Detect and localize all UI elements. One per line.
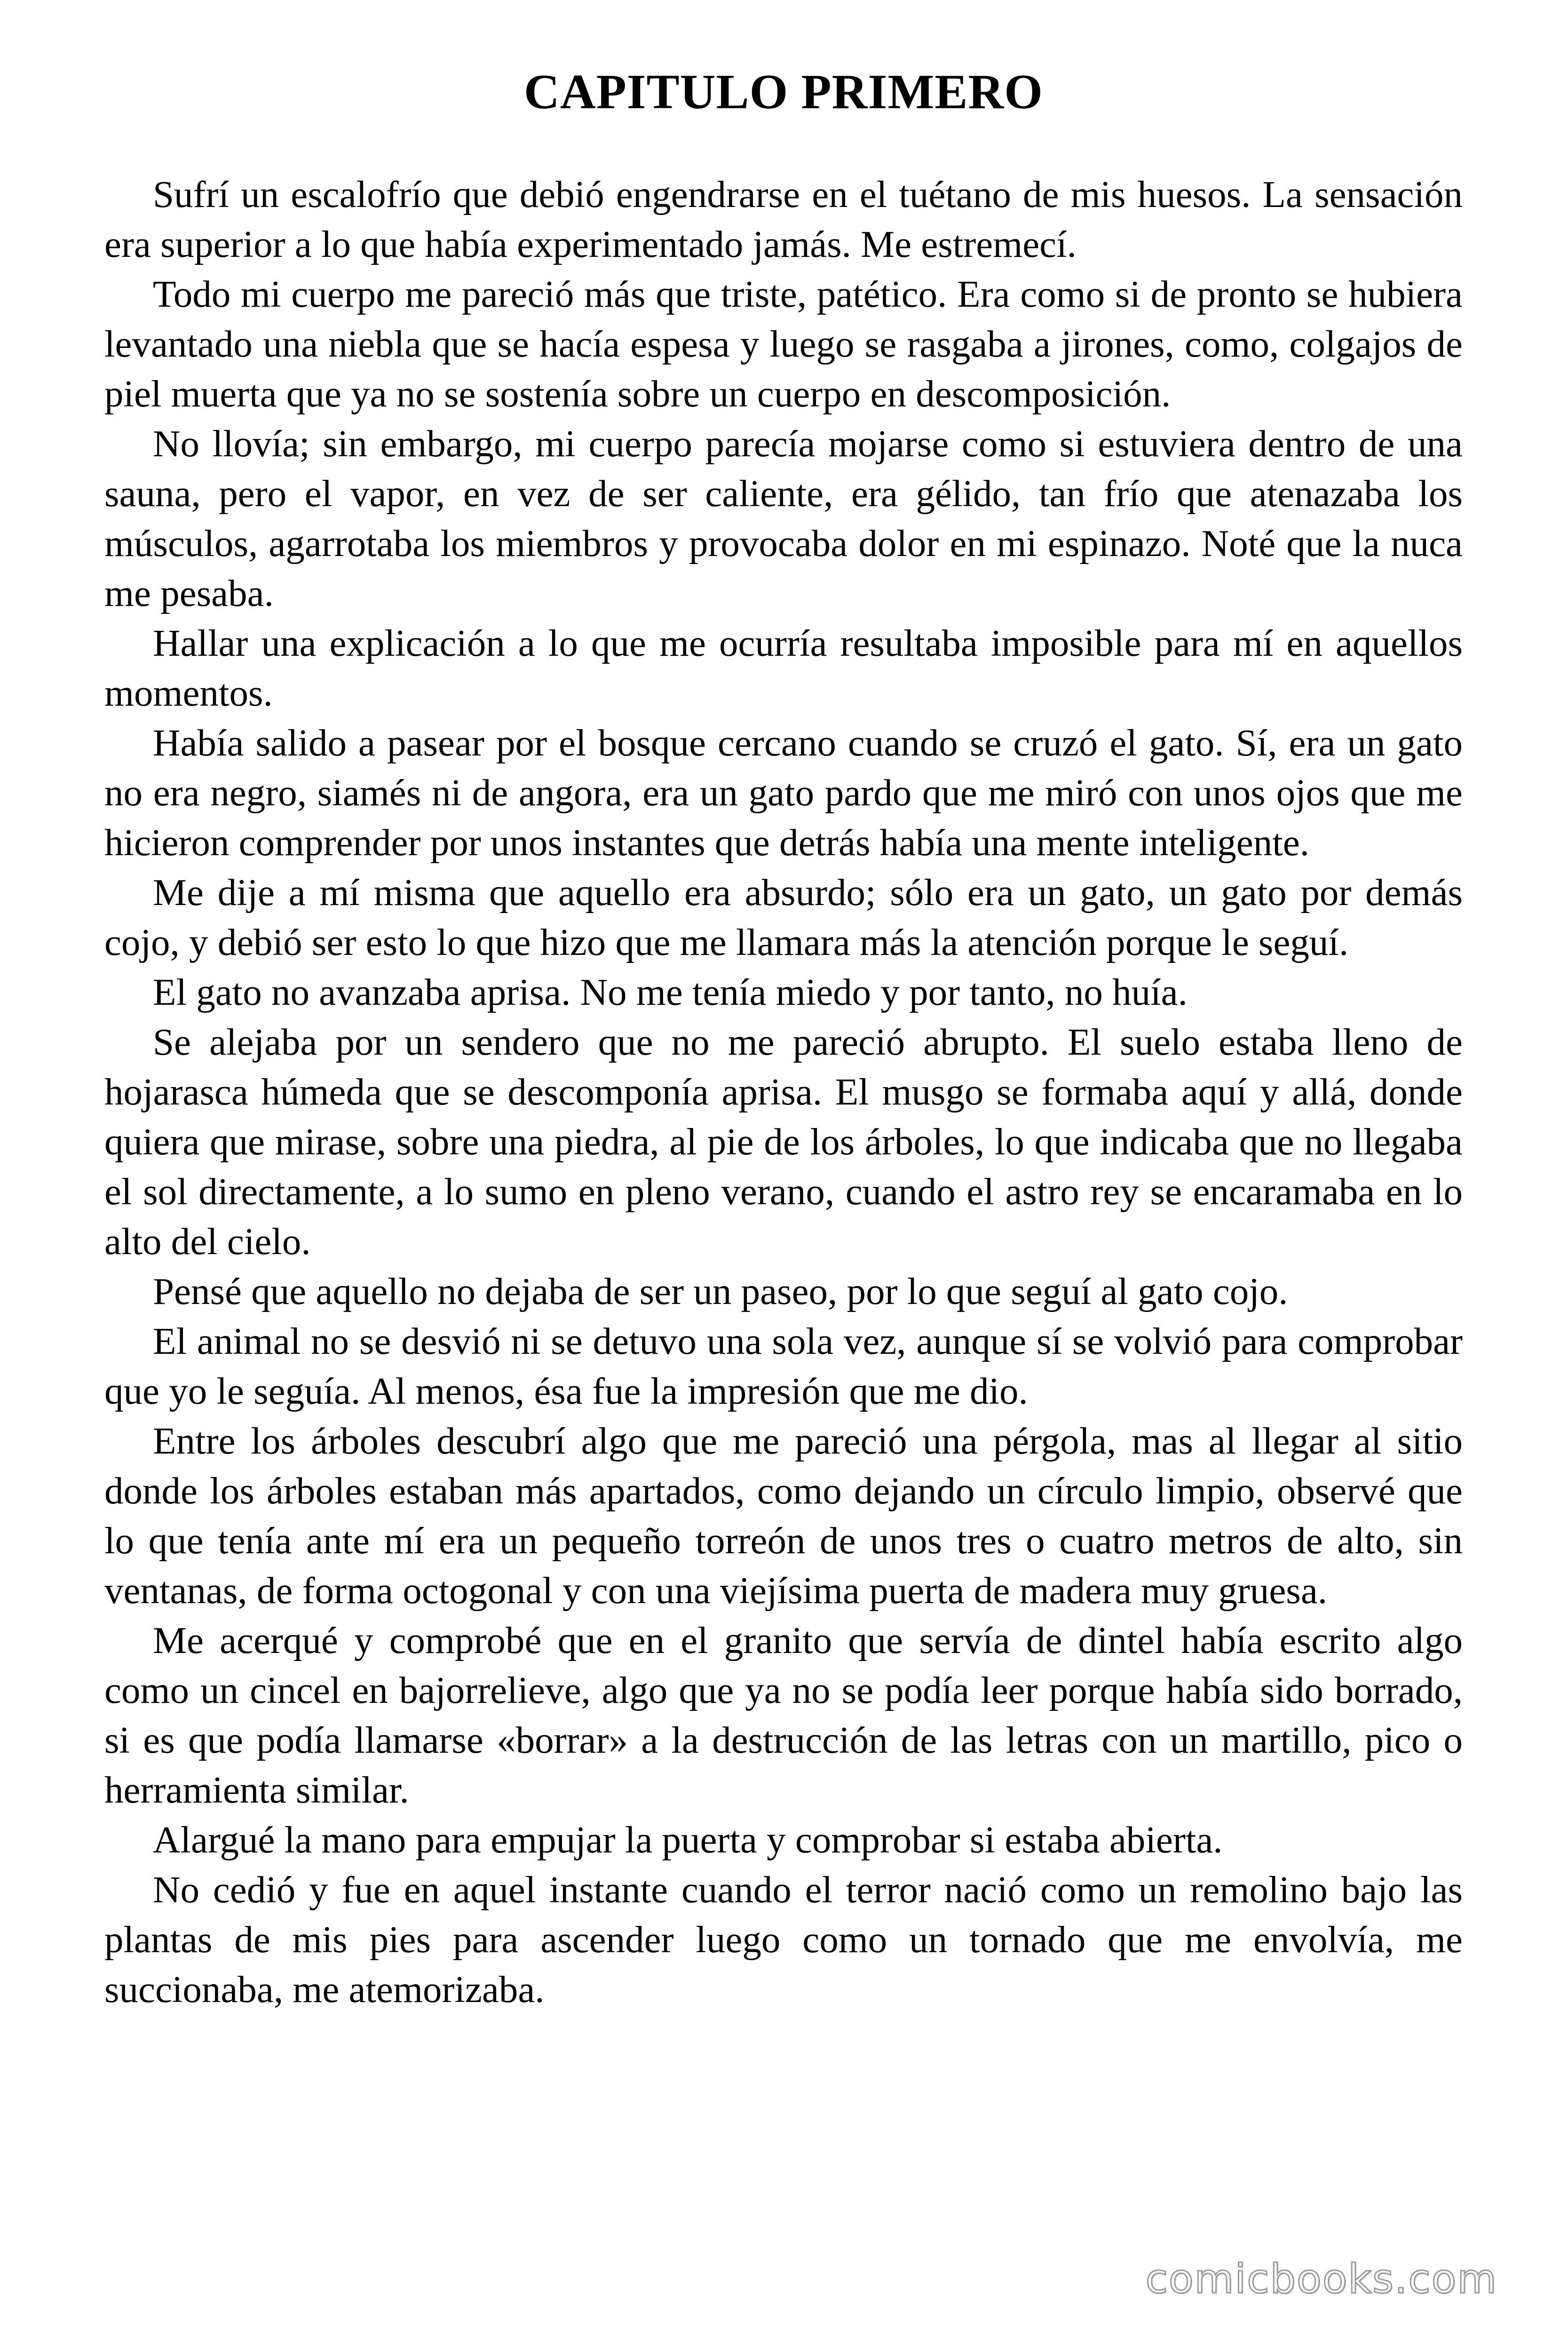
paragraph: El gato no avanzaba aprisa. No me tenía miedo y por tanto, no huía. — [153, 971, 1188, 1013]
book-page — [104, 61, 1463, 2014]
paragraph: Hallar una explicación a lo que me ocurría resultaba imposible para mí en aquellos momentos. — [104, 622, 1463, 714]
paragraph: Había salido a pasear por el bosque cercano cuando se cruzó el gato. Sí, era un gato no era negro, siamés ni de angora, era un gato pardo que me miró con unos ojos que me hicieron comprender por unos instantes que detrás había una mente inteligente. — [104, 722, 1463, 864]
paragraph: Me acerqué y comprobé que en el granito que servía de dintel había escrito algo como un cincel en bajorrelieve, algo que ya no se podía leer porque había sido borrado, si es que podía llamarse «borrar» a la destrucción de las letras con un martillo, pico o herramienta similar. — [104, 1619, 1463, 1811]
paragraph: No cedió y fue en aquel instante cuando el terror nació como un remolino bajo las plantas de mis pies para ascender luego como un tornado que me envolvía, me succionaba, me atemorizaba. — [104, 1868, 1463, 2010]
paragraph: Pensé que aquello no dejaba de ser un paseo, por lo que seguí al gato cojo. — [153, 1270, 1288, 1312]
paragraph: Me dije a mí misma que aquello era absurdo; sólo era un gato, un gato por demás cojo, y debió ser esto lo que hizo que me llamara más la atención porque le seguí. — [104, 871, 1463, 963]
watermark-text: comicbooks.com — [1145, 2256, 1497, 2303]
paragraph: Sufrí un escalofrío que debió engendrarse en el tuétano de mis huesos. La sensación era superior a lo que había experimentado jamás. Me estremecí. — [104, 173, 1463, 265]
paragraph: Alargué la mano para empujar la puerta y comprobar si estaba abierta. — [153, 1819, 1223, 1861]
paragraph: Entre los árboles descubrí algo que me pareció una pérgola, mas al llegar al sitio donde los árboles estaban más apartados, como dejando un círculo limpio, observé que lo que tenía ante mí era un pequeño torreón de unos tres o cuatro metros de alto, sin ventanas, de forma octogonal y con una viejísima puerta de madera muy gruesa. — [104, 1420, 1463, 1612]
chapter-body — [104, 169, 1463, 2014]
chapter-title: CAPITULO PRIMERO — [524, 64, 1043, 119]
paragraph: No llovía; sin embargo, mi cuerpo parecía mojarse como si estuviera dentro de una sauna, pero el vapor, en vez de ser caliente, era gélido, tan frío que atenazaba los músculos, agarrotaba los miembros y provocaba dolor en mi espinazo. Noté que la nuca me pesaba. — [104, 422, 1463, 614]
paragraph: Todo mi cuerpo me pareció más que triste, patético. Era como si de pronto se hubiera levantado una niebla que se hacía espesa y luego se rasgaba a jirones, como, colgajos de piel muerta que ya no se sostenía sobre un cuerpo en descomposición. — [104, 273, 1463, 415]
paragraph: Se alejaba por un sendero que no me pareció abrupto. El suelo estaba lleno de hojarasca húmeda que se descomponía aprisa. El musgo se formaba aquí y allá, donde quiera que mirase, sobre una piedra, al pie de los árboles, lo que indicaba que no llegaba el sol directamente, a lo sumo en pleno verano, cuando el astro rey se encaramaba en lo alto del cielo. — [104, 1021, 1463, 1263]
paragraph: El animal no se desvió ni se detuvo una sola vez, aunque sí se volvió para comprobar que yo le seguía. Al menos, ésa fue la impresión que me dio. — [104, 1320, 1463, 1412]
